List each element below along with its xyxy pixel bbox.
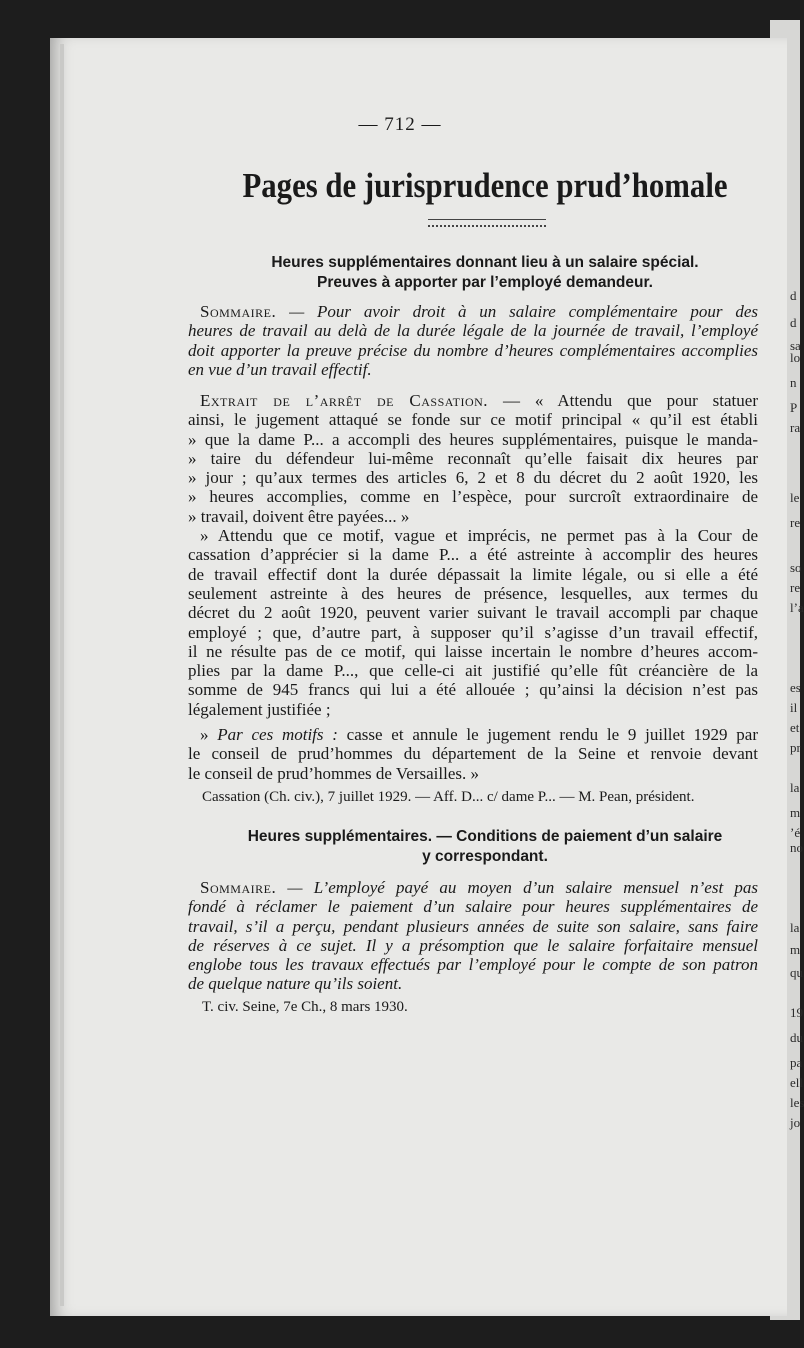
adjacent-page-fragment: et <box>790 720 800 735</box>
adjacent-page-fragment: lo <box>790 350 801 365</box>
sommaire-text: de réserves à ce sujet. Il y a présomption que le salaire forfaitaire mensuel <box>188 935 758 955</box>
adjacent-page-fragment: m <box>790 805 801 820</box>
section1-sommaire <box>188 302 758 379</box>
sommaire-text: doit apporter la preuve précise du nombre d’heures complémentaires accomplies <box>188 340 758 360</box>
adjacent-page-fragment: 19 <box>790 1005 803 1020</box>
section2-heading-line: y correspondant. <box>422 848 548 865</box>
adjacent-page-fragment: d <box>790 315 797 330</box>
extrait-label: Extrait de l’arrêt de Cassation. <box>200 391 489 410</box>
adjacent-page-fragment: du <box>790 1030 803 1045</box>
extrait-text: décret du 2 août 1920, peuvent varier suivant le travail accompli par chaque <box>188 603 758 623</box>
adjacent-page-fragment: qu <box>790 965 803 980</box>
sommaire-text: fondé à réclamer le paiement d’un salaire pour heures supplémentaires de <box>188 897 758 917</box>
title-rule <box>428 219 546 220</box>
section2-heading-line: Heures supplémentaires. — Conditions de paiement d’un salaire <box>247 828 723 845</box>
extrait-text: somme de 945 francs qui lui a été allouée ; qu’ainsi la décision n’est pas <box>188 680 758 700</box>
adjacent-page-fragment: so <box>790 560 802 575</box>
extrait-text: plies par la dame P..., que celle-ci ait justifié qu’elle fût créancière de la <box>188 661 758 681</box>
motifs-text: le conseil de prud’hommes du département de la Seine et renvoie devant <box>188 744 758 764</box>
adjacent-page-fragment: ’é <box>790 825 801 840</box>
sommaire-text: — L’employé payé au moyen d’un salaire mensuel n’est pas <box>276 878 758 897</box>
section2-heading <box>190 827 780 867</box>
quote-mark: » <box>200 725 218 744</box>
adjacent-page-fragment: re <box>790 515 801 530</box>
section2-sommaire <box>188 878 758 994</box>
adjacent-page-fragment: le <box>790 490 800 505</box>
motifs-text: le conseil de prud’hommes de Versailles. » <box>188 763 479 783</box>
extrait-text: employé ; que, d’autre part, à supposer qu’il s’agisse d’un travail effectif, <box>188 622 758 642</box>
extrait-text: ainsi, le jugement attaqué se fonde sur ce motif principal « qu’il est établi <box>188 410 758 430</box>
sommaire-text: de quelque nature qu’ils soient. <box>188 974 403 994</box>
section1-heading <box>190 253 780 293</box>
extrait-text: » jour ; qu’aux termes des articles 6, 2 et 8 du décret du 2 août 1920, les <box>188 468 758 488</box>
adjacent-page-fragment: pr <box>790 740 801 755</box>
section2-citation: T. civ. Seine, 7e Ch., 8 mars 1930. <box>202 999 408 1015</box>
extrait-text: légalement justifiée ; <box>188 699 331 719</box>
page-binding-edge <box>60 44 64 1306</box>
extrait-text: de travail effectif dont la durée dépassait la limite légale, ou si elle a été <box>188 564 758 584</box>
title-rule-dotted <box>428 225 546 227</box>
adjacent-page-fragment: il <box>790 700 798 715</box>
adjacent-page-fragment: ell <box>790 1075 803 1090</box>
sommaire-label: Sommaire. <box>200 878 277 897</box>
adjacent-page-fragment: P <box>790 400 798 415</box>
adjacent-page-fragment: ra <box>790 420 801 435</box>
sommaire-text: en vue d’un travail effectif. <box>188 359 372 379</box>
extrait-text: » Attendu que ce motif, vague et imprécis, ne permet pas à la Cour de <box>200 526 758 546</box>
motifs-label: Par ces motifs : <box>217 725 338 744</box>
sommaire-text: travail, s’il a perçu, pendant plusieurs années de suite son salaire, sans faire <box>188 916 758 936</box>
sommaire-label: Sommaire. <box>200 302 277 321</box>
adjacent-page-fragment: d <box>790 288 797 303</box>
adjacent-page-fragment: es <box>790 680 801 695</box>
extrait-text: seulement astreinte à des heures de présence, lesquelles, aux termes du <box>188 583 758 603</box>
page-number: — 712 — <box>358 114 442 135</box>
extrait-text: il ne résulte pas de ce motif, qui laisse incertain le nombre d’heures accom- <box>188 641 758 661</box>
sommaire-text: englobe tous les travaux effectués par l’employé pour le compte de son patron <box>188 955 758 975</box>
section1-motifs <box>188 725 758 783</box>
sommaire-text: — Pour avoir droit à un salaire complémentaire pour des <box>276 302 758 321</box>
adjacent-page-fragment: la <box>790 920 800 935</box>
adjacent-page-fragment: jo <box>790 1115 801 1130</box>
adjacent-page-fragment: pa <box>790 1055 803 1070</box>
section1-citation: Cassation (Ch. civ.), 7 juillet 1929. — Aff. D... c/ dame P... — M. Pean, président. <box>202 789 695 805</box>
adjacent-page-fragment: no <box>790 840 803 855</box>
page-title: Pages de jurisprudence prud’homale <box>242 166 728 205</box>
section1-heading-line: Preuves à apporter par l’employé demandeur. <box>317 274 653 291</box>
extrait-text: » taire du défendeur lui-même reconnaît qu’elle faisait dix heures par <box>188 448 758 468</box>
sommaire-text: heures de travail au delà de la durée légale de la journée de travail, l’employé <box>188 321 758 341</box>
extrait-text: » que la dame P... a accompli des heures supplémentaires, puisque le manda- <box>188 429 758 449</box>
adjacent-page-fragment: sa <box>790 338 801 353</box>
section1-heading-line: Heures supplémentaires donnant lieu à un salaire spécial. <box>271 254 699 271</box>
adjacent-page-fragment: re <box>790 580 801 595</box>
motifs-text: casse et annule le jugement rendu le 9 juillet 1929 par <box>337 725 758 744</box>
adjacent-page-fragment: la <box>790 780 800 795</box>
adjacent-page-fragment: l’a <box>790 600 804 615</box>
extrait-text: » heures accomplies, comme en l’espèce, pour surcroît extraordinaire de <box>188 487 758 507</box>
adjacent-page-fragment: les <box>790 1095 804 1110</box>
adjacent-page-fragment: m <box>790 942 801 957</box>
extrait-text: » travail, doivent être payées... » <box>188 506 410 526</box>
adjacent-page-fragment: n <box>790 375 797 390</box>
extrait-text: cassation d’apprécier si la dame P... a été astreinte à accomplir des heures <box>188 545 758 565</box>
section1-extrait <box>188 391 758 719</box>
extrait-text: — « Attendu que pour statuer <box>488 391 758 410</box>
